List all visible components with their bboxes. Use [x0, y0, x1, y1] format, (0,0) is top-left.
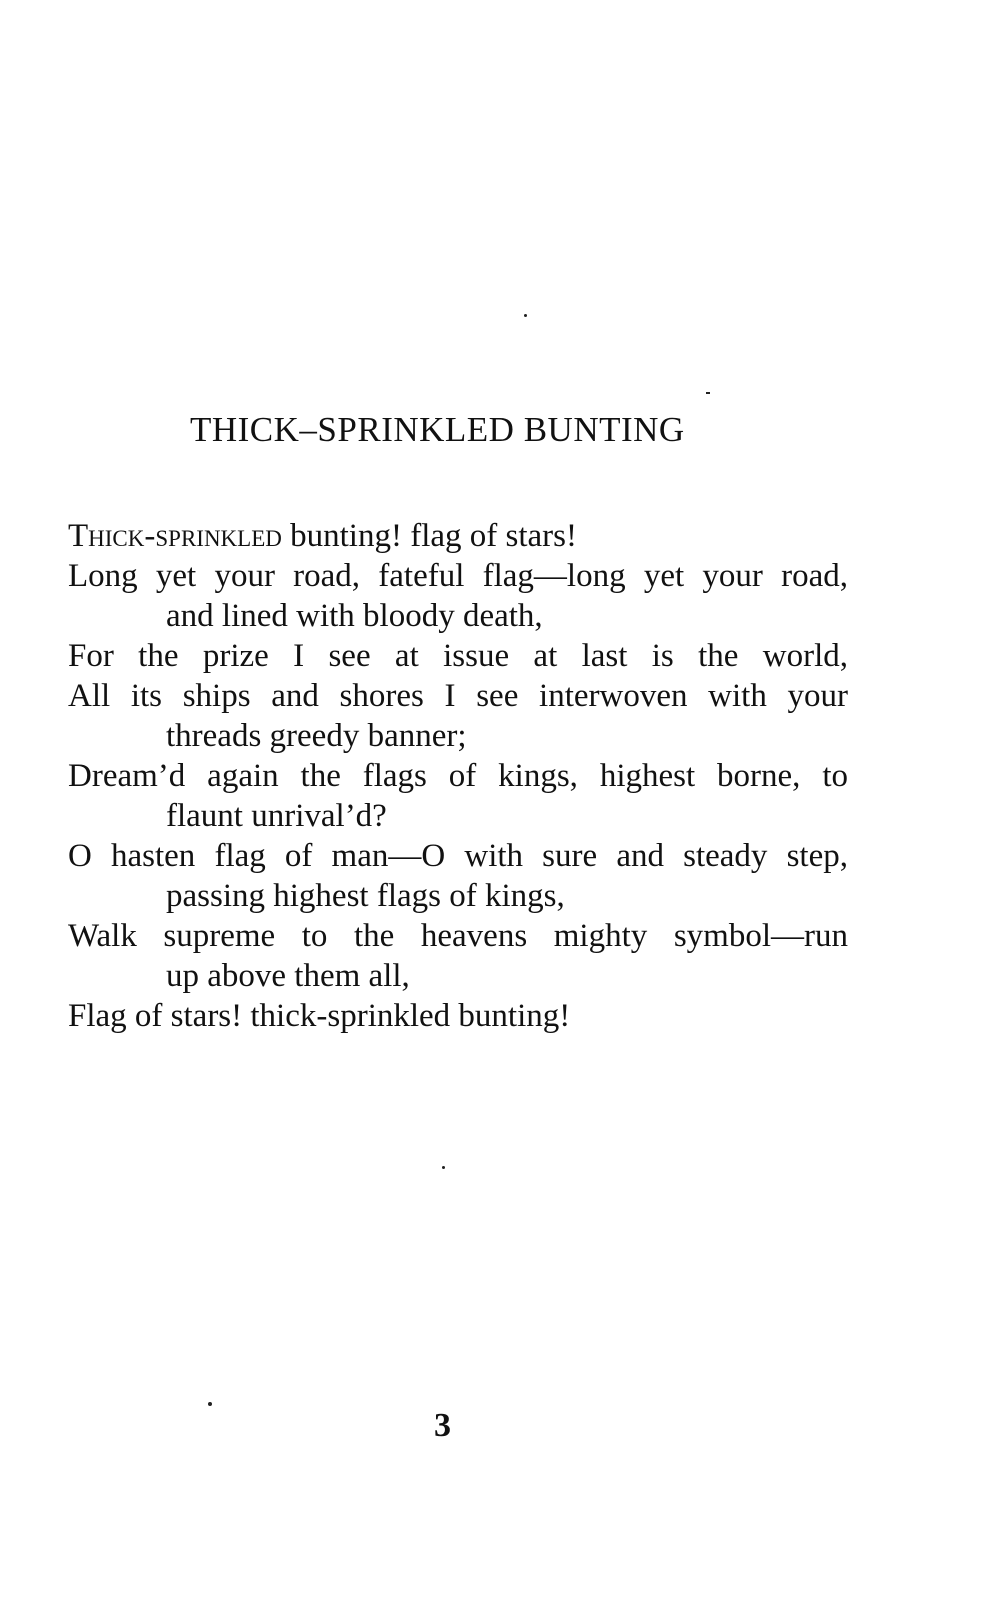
poem-first-words: Thick-sprinkled: [68, 518, 282, 554]
poem-line-7-continuation: up above them all,: [166, 958, 410, 994]
poem-line-7: Walk supreme to the heavens mighty symbol—run: [68, 918, 848, 954]
poem-line-3: For the prize I see at issue at last is the world,: [68, 638, 848, 674]
scan-speck: [208, 1402, 212, 1406]
poem-line-8: Flag of stars! thick-sprinkled bunting!: [68, 998, 571, 1034]
poem-line-1: [68, 516, 848, 556]
scan-speck: [524, 314, 527, 317]
poem-line-2-continuation: and lined with bloody death,: [166, 598, 543, 634]
poem-title: THICK–SPRINKLED BUNTING: [190, 410, 685, 449]
poem-body: [68, 516, 848, 1036]
poem-line-6-continuation: passing highest flags of kings,: [166, 878, 565, 914]
poem-line-2: Long yet your road, fateful flag—long yet your road,: [68, 558, 848, 594]
poem-first-line-rest: bunting! flag of stars!: [281, 518, 577, 554]
poem-line-5-continuation: flaunt unrival’d?: [166, 798, 387, 834]
page-number: 3: [434, 1407, 451, 1444]
poem-line-5: Dream’d again the flags of kings, highest borne, to: [68, 758, 848, 794]
poem-line-4-continuation: threads greedy banner;: [166, 718, 467, 754]
scan-speck: [706, 392, 710, 394]
poem-line-4: All its ships and shores I see interwoven with your: [68, 678, 848, 714]
poem-line-6: O hasten flag of man—O with sure and steady step,: [68, 838, 848, 874]
scan-speck: [442, 1166, 445, 1169]
